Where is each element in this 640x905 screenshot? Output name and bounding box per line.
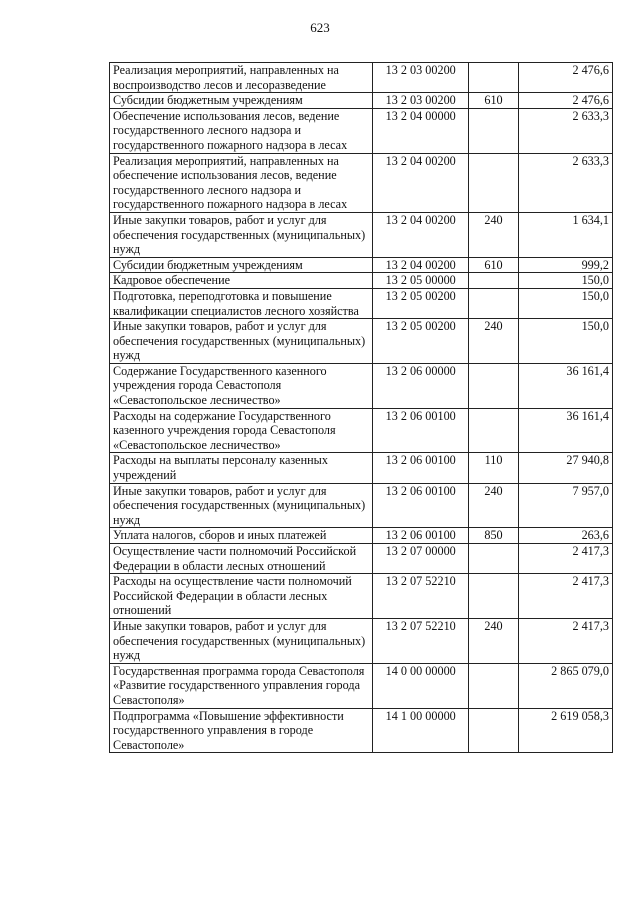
row-code: 13 2 07 00000: [373, 544, 469, 574]
row-code: 13 2 04 00200: [373, 212, 469, 257]
table-row: [110, 663, 613, 708]
row-sum: 2 417,3: [518, 544, 612, 574]
row-type: 240: [469, 618, 518, 663]
row-code: 14 1 00 00000: [373, 708, 469, 753]
row-name: Субсидии бюджетным учреждениям: [110, 257, 373, 273]
row-sum: 2 417,3: [518, 574, 612, 619]
row-type: [469, 108, 518, 153]
row-code: 13 2 04 00200: [373, 153, 469, 212]
row-code: 13 2 07 52210: [373, 574, 469, 619]
row-sum: 150,0: [518, 288, 612, 318]
table-row: [110, 483, 613, 528]
row-sum: 999,2: [518, 257, 612, 273]
row-name: Реализация мероприятий, направленных на обеспечение использования лесов, ведение государственного лесного надзора и государственного пожарного надзора в лесах: [110, 153, 373, 212]
row-name: Субсидии бюджетным учреждениям: [110, 93, 373, 109]
table-row: [110, 363, 613, 408]
table-row: [110, 618, 613, 663]
row-type: [469, 663, 518, 708]
row-code: 13 2 06 00100: [373, 453, 469, 483]
row-name: Реализация мероприятий, направленных на воспроизводство лесов и лесоразведение: [110, 63, 373, 93]
row-type: [469, 408, 518, 453]
row-name: Государственная программа города Севастополя «Развитие государственного управления города Севастополя»: [110, 663, 373, 708]
row-sum: 1 634,1: [518, 212, 612, 257]
row-name: Осуществление части полномочий Российской Федерации в области лесных отношений: [110, 544, 373, 574]
row-sum: 27 940,8: [518, 453, 612, 483]
row-code: 14 0 00 00000: [373, 663, 469, 708]
budget-table: [109, 62, 613, 753]
row-name: Подготовка, переподготовка и повышение квалификации специалистов лесного хозяйства: [110, 288, 373, 318]
row-type: [469, 544, 518, 574]
row-sum: 36 161,4: [518, 363, 612, 408]
row-code: 13 2 07 52210: [373, 618, 469, 663]
table-row: [110, 273, 613, 289]
row-code: 13 2 03 00200: [373, 63, 469, 93]
row-name: Расходы на содержание Государственного казенного учреждения города Севастополя «Севастопольское лесничество»: [110, 408, 373, 453]
row-name: Расходы на осуществление части полномочий Российской Федерации в области лесных отношений: [110, 574, 373, 619]
table-row: [110, 408, 613, 453]
row-sum: 36 161,4: [518, 408, 612, 453]
row-sum: 2 619 058,3: [518, 708, 612, 753]
table-row: [110, 319, 613, 364]
row-code: 13 2 04 00200: [373, 257, 469, 273]
row-name: Уплата налогов, сборов и иных платежей: [110, 528, 373, 544]
row-name: Содержание Государственного казенного учреждения города Севастополя «Севастопольское лесничество»: [110, 363, 373, 408]
row-code: 13 2 05 00200: [373, 288, 469, 318]
row-name: Иные закупки товаров, работ и услуг для обеспечения государственных (муниципальных) нужд: [110, 319, 373, 364]
row-name: Обеспечение использования лесов, ведение государственного лесного надзора и государственного пожарного надзора в лесах: [110, 108, 373, 153]
row-name: Иные закупки товаров, работ и услуг для обеспечения государственных (муниципальных) нужд: [110, 618, 373, 663]
row-type: 240: [469, 483, 518, 528]
row-code: 13 2 05 00000: [373, 273, 469, 289]
row-type: 850: [469, 528, 518, 544]
row-sum: 2 633,3: [518, 108, 612, 153]
row-name: Расходы на выплаты персоналу казенных учреждений: [110, 453, 373, 483]
row-sum: 2 865 079,0: [518, 663, 612, 708]
table-row: [110, 544, 613, 574]
budget-table-body: [110, 63, 613, 753]
table-row: [110, 93, 613, 109]
table-row: [110, 453, 613, 483]
row-code: 13 2 06 00000: [373, 363, 469, 408]
row-type: 610: [469, 93, 518, 109]
table-row: [110, 63, 613, 93]
table-row: [110, 288, 613, 318]
row-type: [469, 363, 518, 408]
row-type: [469, 288, 518, 318]
row-sum: 2 476,6: [518, 93, 612, 109]
row-name: Иные закупки товаров, работ и услуг для обеспечения государственных (муниципальных) нужд: [110, 212, 373, 257]
row-name: Кадровое обеспечение: [110, 273, 373, 289]
page-number: 623: [310, 20, 330, 35]
row-type: 240: [469, 212, 518, 257]
row-type: [469, 153, 518, 212]
row-name: Иные закупки товаров, работ и услуг для обеспечения государственных (муниципальных) нужд: [110, 483, 373, 528]
row-sum: 2 417,3: [518, 618, 612, 663]
row-type: [469, 708, 518, 753]
row-code: 13 2 03 00200: [373, 93, 469, 109]
row-sum: 7 957,0: [518, 483, 612, 528]
row-sum: 2 633,3: [518, 153, 612, 212]
row-code: 13 2 06 00100: [373, 408, 469, 453]
row-code: 13 2 04 00000: [373, 108, 469, 153]
row-type: [469, 273, 518, 289]
row-type: 240: [469, 319, 518, 364]
row-sum: 2 476,6: [518, 63, 612, 93]
table-row: [110, 212, 613, 257]
row-type: [469, 574, 518, 619]
row-type: 610: [469, 257, 518, 273]
row-type: [469, 63, 518, 93]
table-row: [110, 153, 613, 212]
table-row: [110, 257, 613, 273]
row-sum: 150,0: [518, 273, 612, 289]
table-row: [110, 574, 613, 619]
row-type: 110: [469, 453, 518, 483]
row-sum: 150,0: [518, 319, 612, 364]
row-sum: 263,6: [518, 528, 612, 544]
row-code: 13 2 05 00200: [373, 319, 469, 364]
row-code: 13 2 06 00100: [373, 483, 469, 528]
table-row: [110, 108, 613, 153]
table-row: [110, 708, 613, 753]
row-code: 13 2 06 00100: [373, 528, 469, 544]
table-row: [110, 528, 613, 544]
row-name: Подпрограмма «Повышение эффективности государственного управления в городе Севастополе»: [110, 708, 373, 753]
